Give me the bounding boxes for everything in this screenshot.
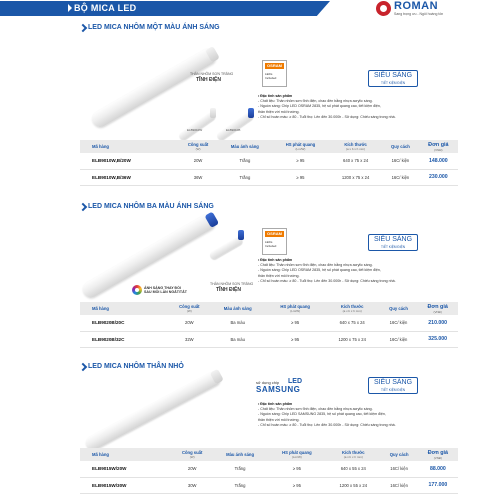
color-change-text bbox=[144, 286, 187, 294]
roman-logo-icon bbox=[376, 1, 391, 16]
feature-line: - Nguồn sáng: Chip LED OSRAM 2835, hệ số phát quang cao, tiết kiệm điện, bbox=[258, 104, 381, 109]
mini-label-blue: ELB9010B bbox=[226, 128, 241, 132]
color-wheel-icon bbox=[132, 285, 142, 295]
samsung-chip-note bbox=[256, 380, 336, 396]
section-one-color bbox=[0, 22, 500, 194]
osram-brand: OSRAM bbox=[265, 63, 284, 69]
super-bright-badge bbox=[368, 70, 418, 87]
table-header-row bbox=[80, 140, 458, 153]
cell-pack: 16C/ kiện bbox=[380, 315, 418, 331]
feature-line: - Chỉ số hoàn màu: ≥ 80 - Tuổi thọ: Lên đến 30.000h - Sử dụng: Chiếu sáng trong nhà. bbox=[258, 278, 396, 283]
col-header-size: Kích thước (a x b x h mm) bbox=[325, 302, 380, 315]
cell-color: Trắng bbox=[218, 169, 272, 185]
features-heading: • Đặc tính sản phẩm bbox=[258, 402, 293, 406]
feature-line: thân thiện với môi trường. bbox=[258, 417, 300, 422]
col-header-efficacy: HS phát quang (Lm/W) bbox=[266, 302, 325, 315]
col-header-power: Công suất (W) bbox=[178, 140, 218, 153]
cell-pack: 16C/ kiện bbox=[380, 331, 418, 347]
tube-end-cap bbox=[210, 369, 224, 385]
section-title: LED MICA NHÔM MỘT MÀU ÁNH SÁNG bbox=[88, 24, 220, 31]
cell-efficacy: ≥ 95 bbox=[272, 153, 329, 169]
cell-price: 148.000 bbox=[419, 153, 458, 169]
col-header-power: Công suất (W) bbox=[169, 302, 210, 315]
cell-pack: 16C/ kiện bbox=[380, 461, 417, 477]
cell-color: Ba màu bbox=[210, 331, 266, 347]
tube-end-cap bbox=[205, 46, 220, 63]
spec-table bbox=[80, 302, 458, 348]
col-header-code: Mã hàng bbox=[80, 302, 169, 315]
electrostatic-label: TĨNH ĐIỆN bbox=[196, 77, 221, 83]
section-chevron-icon bbox=[79, 24, 87, 32]
product-features bbox=[258, 402, 396, 428]
cell-color: Trắng bbox=[212, 461, 267, 477]
badge-sub: TIẾT KIỆM ĐIỆN bbox=[380, 388, 406, 392]
cell-power: 20W bbox=[178, 153, 218, 169]
table-header-row bbox=[80, 302, 458, 315]
cell-power: 36W bbox=[178, 169, 218, 185]
spec-table bbox=[80, 448, 458, 494]
cell-efficacy: ≥ 95 bbox=[266, 315, 325, 331]
samsung-prefix: sử dụng chip bbox=[256, 380, 280, 385]
page-title: BỘ MICA LED bbox=[74, 3, 137, 13]
header-bar bbox=[0, 1, 330, 16]
color-change-line1: ÁNH SÁNG THAY ĐỔI bbox=[144, 286, 181, 290]
super-bright-badge bbox=[368, 377, 418, 394]
cell-price: 177.000 bbox=[418, 477, 458, 493]
col-header-code: Mã hàng bbox=[80, 448, 172, 461]
section-three-colors bbox=[0, 200, 500, 360]
badge-sub: TIẾT KIỆM ĐIỆN bbox=[380, 245, 406, 249]
brand-logo bbox=[376, 1, 466, 16]
cell-code: ELB9015W/20W bbox=[80, 461, 172, 477]
cell-efficacy: ≥ 95 bbox=[266, 331, 325, 347]
cell-pack: 16C/ kiện bbox=[382, 169, 418, 185]
cell-size: 1200 x 75 x 24 bbox=[329, 169, 382, 185]
mini-tube-white-cap bbox=[210, 108, 216, 118]
color-change-line2: SAU MỖI LẦN NGẮT/TẮT bbox=[144, 290, 187, 294]
table-row bbox=[80, 461, 458, 477]
cell-efficacy: ≥ 95 bbox=[272, 169, 329, 185]
samsung-led: LED bbox=[288, 378, 302, 385]
cell-price: 88.000 bbox=[418, 461, 458, 477]
product-tube-image bbox=[83, 370, 222, 453]
cell-size: 640 x 75 x 24 bbox=[325, 315, 380, 331]
col-header-price: Đơn giá (VNĐ) bbox=[418, 448, 458, 461]
osram-sub: LEDs Included bbox=[265, 72, 277, 80]
badge-main: SIÊU SÁNG bbox=[373, 72, 413, 79]
feature-line: - Nguồn sáng: Chip LED OSRAM 2835, hệ số phát quang cao, tiết kiệm điện, bbox=[258, 268, 381, 273]
badge-main: SIÊU SÁNG bbox=[373, 236, 413, 243]
logo-text: ROMAN bbox=[394, 0, 439, 12]
table-header-row bbox=[80, 448, 458, 461]
feature-line: - Chất liệu: Thân nhôm sơn tĩnh điện, chao đèn bằng nhựa acrylic sáng. bbox=[258, 99, 373, 104]
cell-code: ELB9020B/32C bbox=[80, 331, 169, 347]
col-header-efficacy: HS phát quang (Lm/W) bbox=[268, 448, 326, 461]
cell-power: 30W bbox=[172, 477, 213, 493]
col-header-pack: Quy cách bbox=[382, 140, 418, 153]
mini-label-white: ELB9010W bbox=[187, 128, 203, 132]
section-chevron-icon bbox=[79, 363, 87, 371]
aluminum-label: THÂN NHÔM SƠN TRẮNG bbox=[190, 72, 234, 76]
features-heading: • Đặc tính sản phẩm bbox=[258, 94, 293, 98]
cell-size: 1200 x 75 x 24 bbox=[325, 331, 380, 347]
feature-line: - Chỉ số hoàn màu: ≥ 80 - Tuổi thọ: Lên đến 30.000h - Sử dụng: Chiếu sáng trong nhà. bbox=[258, 422, 396, 427]
product-features bbox=[258, 258, 396, 284]
cell-efficacy: ≥ 95 bbox=[268, 461, 326, 477]
table-row bbox=[80, 153, 458, 169]
feature-line: - Nguồn sáng: Chip LED SAMSUNG 2835, hệ số phát quang cao, tiết kiệm điện, bbox=[258, 412, 386, 417]
product-tube-image bbox=[89, 46, 218, 130]
spec-table bbox=[80, 140, 458, 186]
col-header-size: Kích thước (a x b x h mm) bbox=[326, 448, 380, 461]
table-row bbox=[80, 315, 458, 331]
electrostatic-label: TĨNH ĐIỆN bbox=[216, 287, 241, 293]
table-row bbox=[80, 169, 458, 185]
col-header-efficacy: HS phát quang (Lm/W) bbox=[272, 140, 329, 153]
cell-color: Trắng bbox=[218, 153, 272, 169]
osram-badge bbox=[262, 228, 287, 255]
cell-price: 210.000 bbox=[417, 315, 458, 331]
section-title: LED MICA NHÔM THÂN NHỎ bbox=[88, 363, 184, 370]
aluminum-label: THÂN NHÔM SƠN TRẮNG bbox=[210, 282, 254, 286]
section-slim-body bbox=[0, 360, 500, 500]
cell-efficacy: ≥ 95 bbox=[268, 477, 326, 493]
cell-size: 640 x 55 x 24 bbox=[326, 461, 380, 477]
col-header-size: Kích thước (a x b x h mm) bbox=[329, 140, 382, 153]
feature-line: - Chất liệu: Thân nhôm sơn tĩnh điện, chao đèn bằng nhựa acrylic sáng. bbox=[258, 263, 373, 268]
cell-power: 32W bbox=[169, 331, 210, 347]
col-header-pack: Quy cách bbox=[380, 448, 417, 461]
col-header-price: Đơn giá (VNĐ) bbox=[417, 302, 458, 315]
cell-price: 230.000 bbox=[419, 169, 458, 185]
cell-size: 1200 x 55 x 24 bbox=[326, 477, 380, 493]
mini-tube-cap bbox=[238, 230, 244, 240]
col-header-pack: Quy cách bbox=[380, 302, 418, 315]
cell-code: ELB9015W/30W bbox=[80, 477, 172, 493]
cell-pack: 16C/ kiện bbox=[382, 153, 418, 169]
col-header-power: Công suất (W) bbox=[172, 448, 213, 461]
table-row bbox=[80, 477, 458, 493]
cell-price: 325.000 bbox=[417, 331, 458, 347]
osram-sub: LEDs Included bbox=[265, 240, 277, 248]
cell-code: ELB9010W,B/36W bbox=[80, 169, 178, 185]
product-features bbox=[258, 94, 396, 120]
table-row bbox=[80, 331, 458, 347]
col-header-code: Mã hàng bbox=[80, 140, 178, 153]
col-header-color: Màu ánh sáng bbox=[218, 140, 272, 153]
section-title: LED MICA NHÔM BA MÀU ÁNH SÁNG bbox=[88, 203, 214, 210]
feature-line: - Chất liệu: Thân nhôm sơn tĩnh điện, chao đèn bằng nhựa acrylic sáng. bbox=[258, 407, 373, 412]
header-arrow-icon bbox=[68, 4, 72, 12]
cell-power: 20W bbox=[169, 315, 210, 331]
feature-line: - Chỉ số hoàn màu: ≥ 80 - Tuổi thọ: Lên đến 30.000h - Sử dụng: Chiếu sáng trong nhà. bbox=[258, 114, 396, 119]
cell-code: ELB9010W,B/20W bbox=[80, 153, 178, 169]
col-header-color: Màu ánh sáng bbox=[210, 302, 266, 315]
samsung-name: SAMSUNG bbox=[256, 385, 301, 394]
osram-badge bbox=[262, 60, 287, 87]
cell-size: 640 x 75 x 24 bbox=[329, 153, 382, 169]
feature-line: thân thiện với môi trường. bbox=[258, 273, 300, 278]
logo-tagline: Sang trọng ưu - Ngôi hoàng tôn bbox=[394, 12, 444, 16]
osram-brand: OSRAM bbox=[265, 231, 284, 237]
badge-sub: TIẾT KIỆM ĐIỆN bbox=[380, 81, 406, 85]
cell-pack: 16C/ kiện bbox=[380, 477, 417, 493]
feature-line: thân thiện với môi trường. bbox=[258, 109, 300, 114]
mini-tube-blue-cap bbox=[248, 108, 254, 118]
cell-code: ELB9020B/20C bbox=[80, 315, 169, 331]
badge-main: SIÊU SÁNG bbox=[373, 379, 413, 386]
cell-color: Trắng bbox=[212, 477, 267, 493]
col-header-color: Màu ánh sáng bbox=[212, 448, 267, 461]
cell-power: 20W bbox=[172, 461, 213, 477]
section-chevron-icon bbox=[79, 203, 87, 211]
col-header-price: Đơn giá (VNĐ) bbox=[419, 140, 458, 153]
features-heading: • Đặc tính sản phẩm bbox=[258, 258, 293, 262]
page-header bbox=[0, 0, 500, 18]
tube-end-cap bbox=[204, 211, 219, 228]
cell-color: Ba màu bbox=[210, 315, 266, 331]
super-bright-badge bbox=[368, 234, 418, 251]
